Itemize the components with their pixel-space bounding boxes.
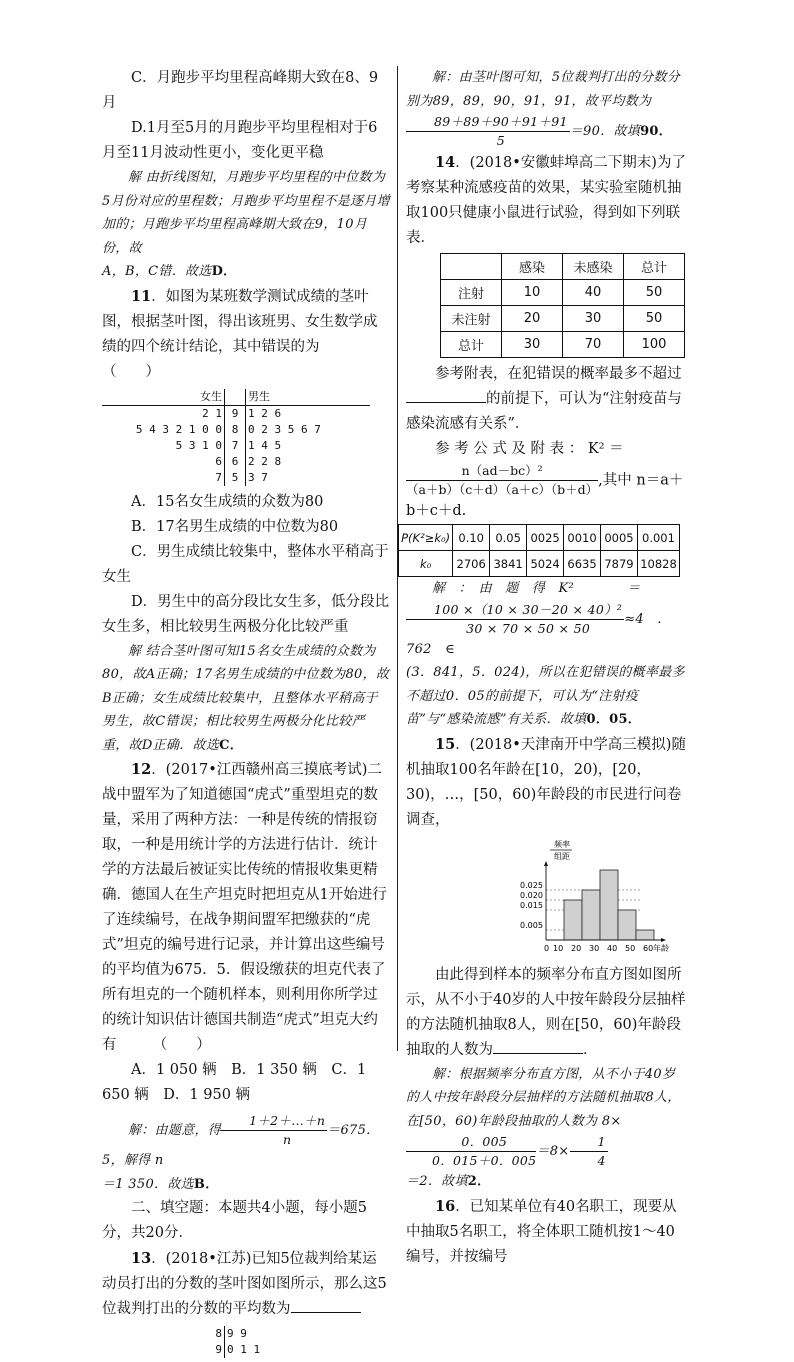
question-15-body: 由此得到样本的频率分布直方图如图所示，从不小于40岁的人中按年龄段分层抽样的方法随机抽取8人，则在[50，60)年龄段抽取的人数为 ． [406,966,686,1058]
fraction: $\frac{0.005}{0.015+0.005}$ [406,1133,536,1170]
question-14: 14．(2018•安徽蚌埠高二下期末)为了考察某种流感疫苗的效果，某实验室随机抽取100只健康小鼠进行试验，得到如下列联表． [406,154,686,246]
y-tick-0025: 0.025 [520,880,543,890]
solution-12: 解：由题意，得 $\frac{1+2+\dots+n}{n}$ ＝675．5，解得 n ＝1 350．故选B． [102,1113,380,1192]
fraction: $\frac{89+89+90+91+91}{5}$ [406,113,570,150]
question-11: 11．如图为某班数学测试成绩的茎叶图，根据茎叶图，得出该班男、女生数学成绩的四个统计结论，其中错误的为 （ ） [102,287,436,380]
solution-15: 解：根据频率分布直方图，从不小于40岁的人中按年龄段分层抽样的方法随机抽取8人，在[50，60)年龄段抽取的人数为 8× $\frac{0.005}{0.015+0.005}$ ＝8× $\frac{1}{4}$ ＝2．故填2． [406,1066,681,1189]
options-12: A．1 050 辆 B．1 350 辆 C．1 650 辆 D．1 950 辆 [102,1062,367,1103]
x-tick-30: 30 [589,943,600,953]
question-16: 16．已知某单位有40名职工，现要从中抽取5名职工，将全体职工随机按1～40编号，并按编号 [406,1197,677,1265]
solution-10: 解 由折线图知，月跑步平均里程的中位数为5月份对应的里程数；月跑步平均里程不是逐月增加的；月跑步平均里程高峰期大致在9，10月份，故 A，B，C错．故选D． [102,170,390,279]
contingency-table: 感染 未感染 总计 注射 10 40 50 未注射 20 30 50 总计 30 70 100 [440,253,685,358]
fraction: $\frac{1+2+\dots+n}{n}$ [221,1112,327,1149]
x-tick-0: 0 [544,943,550,953]
option-c-10: C．月跑步平均里程高峰期大致在8、9月 [102,70,379,111]
histogram-bar [564,900,582,940]
histogram-bar [636,930,654,940]
y-label-bottom: 组距 [554,851,570,861]
option-b-11: B．17名男生成绩的中位数为80 [131,518,339,535]
x-tick-60: 60 [643,943,654,953]
y-tick-0005: 0.005 [520,920,543,930]
x-tick-40: 40 [607,943,618,953]
fraction: $\frac{1}{4}$ [570,1133,608,1170]
y-tick-0015: 0.015 [520,900,543,910]
y-label-top: 频率 [554,839,570,849]
histogram-bar [618,910,636,940]
right-column [401,66,688,1270]
section-fill-in: 二、填空题：本题共4小题，每小题5分，共20分． [102,1200,367,1241]
question-13: 13．(2018•江苏)已知5位裁判给某运动员打出的分数的茎叶图如图所示，那么这5位裁判打出的分数的平均数为 [102,1250,387,1317]
x-tick-10: 10 [553,943,564,953]
solution-11: 解 结合茎叶图可知15名女生成绩的众数为80，故A正确；17名男生成绩的中位数为80，故B正确；女生成绩比较集中，且整体水平稍高于男生，故C错误；相比较男生两极分化比较严重，故D正确．故选C． [102,643,390,753]
histogram-bar [582,890,600,940]
formula: 参 考 公 式 及 附 表 ： K² ＝ [435,441,624,457]
option-d-11: D．男生中的高分段比女生多，低分段比女生多，相比较男生两极分化比较严重 [102,593,390,635]
option-d-10: D.1月至5月的月跑步平均里程相对于6月至11月波动性更小，变化更平稳 [102,120,378,161]
x-tick-20: 20 [571,943,582,953]
histogram-bar [600,870,618,940]
x-axis-label: 年龄 [653,943,669,953]
question-12: 12．(2017•江西赣州高三摸底考试)二战中盟军为了知道德国“虎式”重型坦克的数量，采用了两种方法：一种是传统的情报窃取，一种是用统计学的方法进行估计．统计学的方法最后被证实比传统的情报收集更精确．德国人在生产坦克时把坦克从1开始进行了连续编号，在战争期间盟军把缴获的“虎式”坦克的编号进行记录，并计算出这些编号的平均值为675．5．假设缴获的坦克代表了所有坦克的一个随机样本，则利用你所学过的统计知识估计德国共制造“虎式”坦克大约有 （ ） [102,761,387,1053]
critical-value-table: P(K²≥k₀) 0.10 0.05 0025 0010 0005 0.001 k₀ 2706 3841 5024 6635 7879 10828 [398,524,680,577]
option-c-11: C．男生成绩比较集中，整体水平稍高于女生 [102,543,389,585]
solution-13: 解：由茎叶图可知，5位裁判打出的分数分别为89，89，90，91，91，故平均数为 $\frac{89+89+90+91+91}{5}$ ＝90．故填90． [406,70,680,148]
left-column [102,66,436,1362]
question-14-ref: 参考附表，在犯错误的概率最多不超过 的前提下，可认为“注射疫苗与感染流感有关系”． [406,366,682,432]
fraction: $\frac{\text{100 ×（10 × 30－20 × 40）²}}{30 \times 70 \times 50 \times 50}$ [406,601,624,638]
option-a-11: A．15名女生成绩的众数为80 [131,493,324,510]
stem-leaf-plot-11: 女生 男生 2 1 9 1 2 6 5 4 3 2 1 0 0 8 0 2 3 5 6 7 5 3 1 0 7 1 4 5 6 6 2 2 8 7 5 3 7 [102,389,390,486]
y-tick-0020: 0.020 [520,890,543,900]
stem-leaf-plot-13: 8 9 9 9 0 1 1 [206,1326,390,1358]
x-tick-50: 50 [625,943,636,953]
formula-body: $\frac{\text{n（ad－bc）²}}{(a+b)(c+d)(a+c)(b+d)}$ ,其中 n＝a＋b＋c＋d. [406,463,684,519]
fraction: $\frac{\text{n（ad－bc）²}}{(a+b)(c+d)(a+c)(b+d)}$ [406,463,599,497]
frequency-histogram [520,837,670,957]
question-15: 15．(2018•天津南开中学高三模拟)随机抽取100名年龄在[10，20)，[20，30)，…，[50，60)年龄段的市民进行问卷调查， [406,735,686,828]
solution-14: 解 ： 由 题 得 K² ＝ $\frac{\text{100 ×（10 × 30－20 × 40）²}}{30 \times 70 \times 50 \times 50}$ ≈4 ．762 ∈ (3．841，5．024)，所以在犯错误的概率最多不超过0．05的前提下，可认为“注射疫苗”与“感染流感”有关系．故填0．05． [406,581,685,727]
